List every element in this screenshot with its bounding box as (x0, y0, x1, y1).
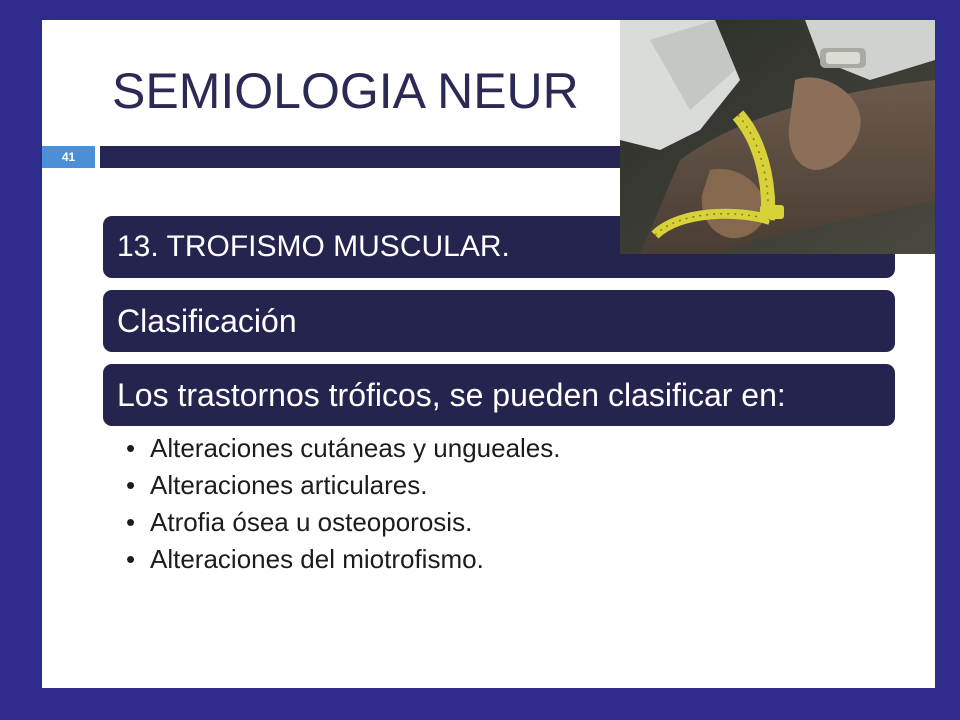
bullet-icon: • (126, 507, 136, 537)
title-divider-bar (100, 146, 700, 168)
photo-illustration (620, 20, 935, 254)
slide-number-badge: 41 (42, 146, 95, 168)
slide-title: SEMIOLOGIA NEUR (112, 63, 579, 119)
list-item: • Atrofia ósea u osteoporosis. (126, 504, 561, 541)
bullet-list (126, 430, 561, 578)
muscle-measurement-photo (620, 20, 935, 254)
intro-text: Los trastornos tróficos, se pueden clasificar en: (117, 376, 786, 413)
section-heading: 13. TROFISMO MUSCULAR. (117, 230, 510, 263)
list-item: • Alteraciones cutáneas y ungueales. (126, 430, 561, 467)
bullet-icon: • (126, 470, 136, 500)
subheading: Clasificación (117, 302, 297, 339)
subheading-box (103, 290, 895, 352)
bullet-icon: • (126, 433, 136, 463)
slide (42, 20, 935, 688)
list-item: • Alteraciones articulares. (126, 467, 561, 504)
list-item: • Alteraciones del miotrofismo. (126, 541, 561, 578)
intro-box (103, 364, 895, 426)
bullet-icon: • (126, 544, 136, 574)
